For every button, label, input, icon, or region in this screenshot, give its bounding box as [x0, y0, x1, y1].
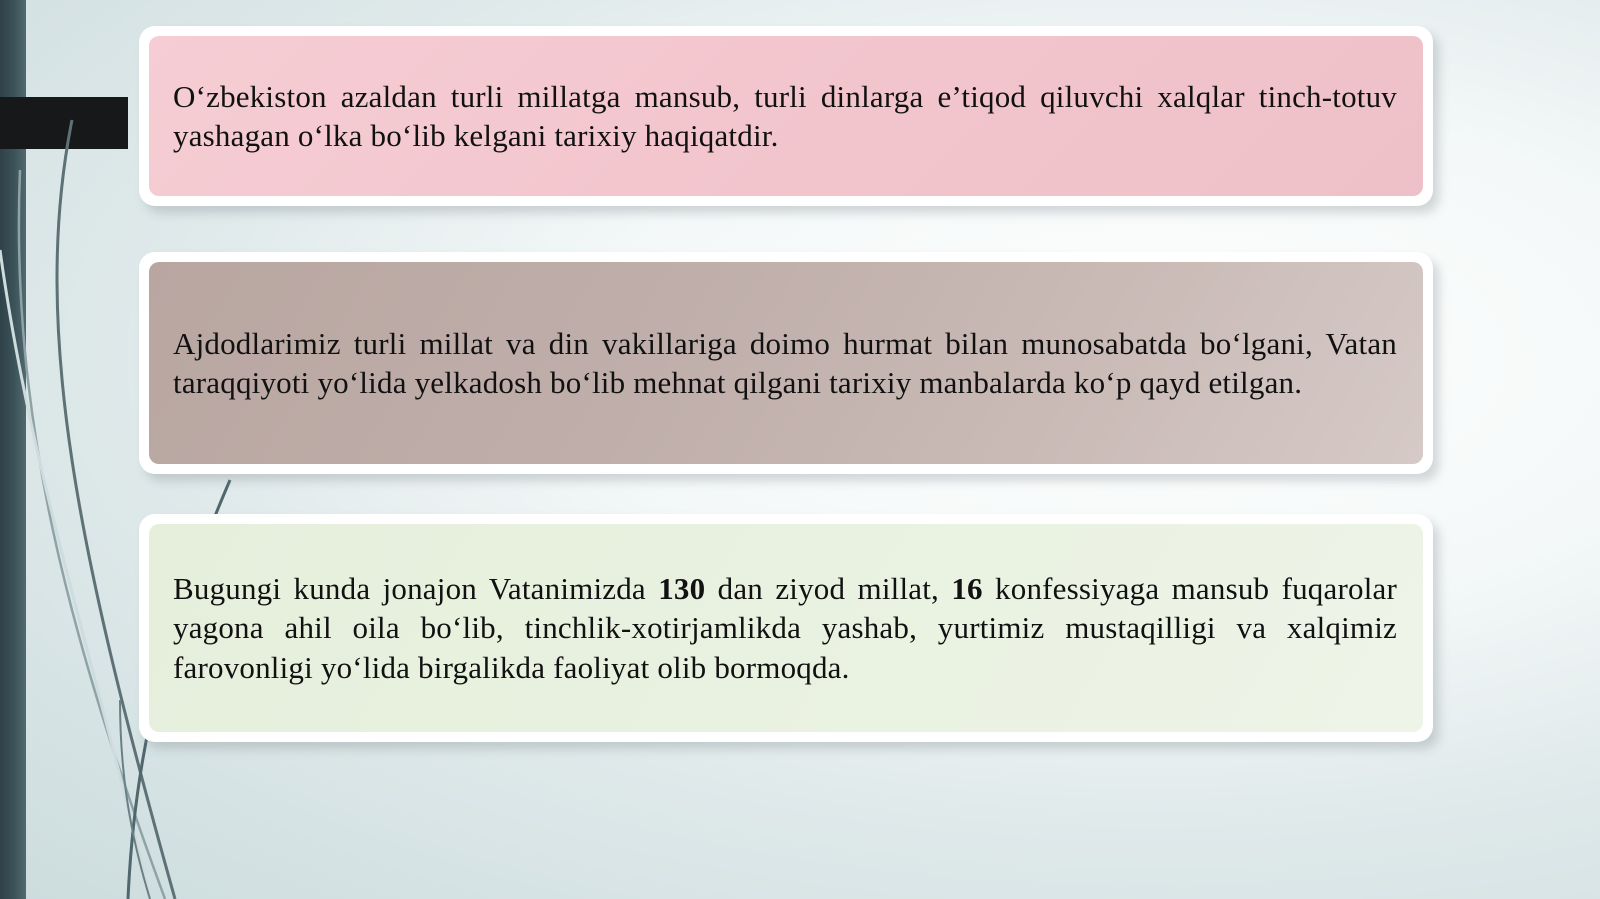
text-box-statement-2-fill [149, 262, 1423, 464]
text-box-statement-2 [139, 252, 1433, 474]
black-tag-shape [0, 97, 128, 149]
text-box-statement-3-fill [149, 524, 1423, 732]
text-box-statement-1-fill [149, 36, 1423, 196]
text-box-statement-3 [139, 514, 1433, 742]
statement-3-text: Bugungi kunda jonajon Vatanimizda 130 dan ziyod millat, 16 konfessiyaga mansub fuqarolar yagona ahil oila bo‘lib, tinchlik-xotirjamlikda yashab, yurtimiz mustaqilligi va xalqimiz farovonligi yo‘lida birgalikda faoliyat olib bormoqda. [173, 571, 1397, 685]
statement-1-text: O‘zbekiston azaldan turli millatga mansub, turli dinlarga e’tiqod qiluvchi xalqlar tinch-totuv yashagan o‘lka bo‘lib kelgani tarixiy haqiqatdir. [173, 78, 1397, 153]
statement-2-text: Ajdodlarimiz turli millat va din vakillariga doimo hurmat bilan munosabatda bo‘lgani, Vatan taraqqiyoti yo‘lida yelkadosh bo‘lib mehnat qilgani tarixiy manbalarda ko‘p qayd etilgan. [173, 325, 1397, 400]
text-box-statement-1 [139, 26, 1433, 206]
